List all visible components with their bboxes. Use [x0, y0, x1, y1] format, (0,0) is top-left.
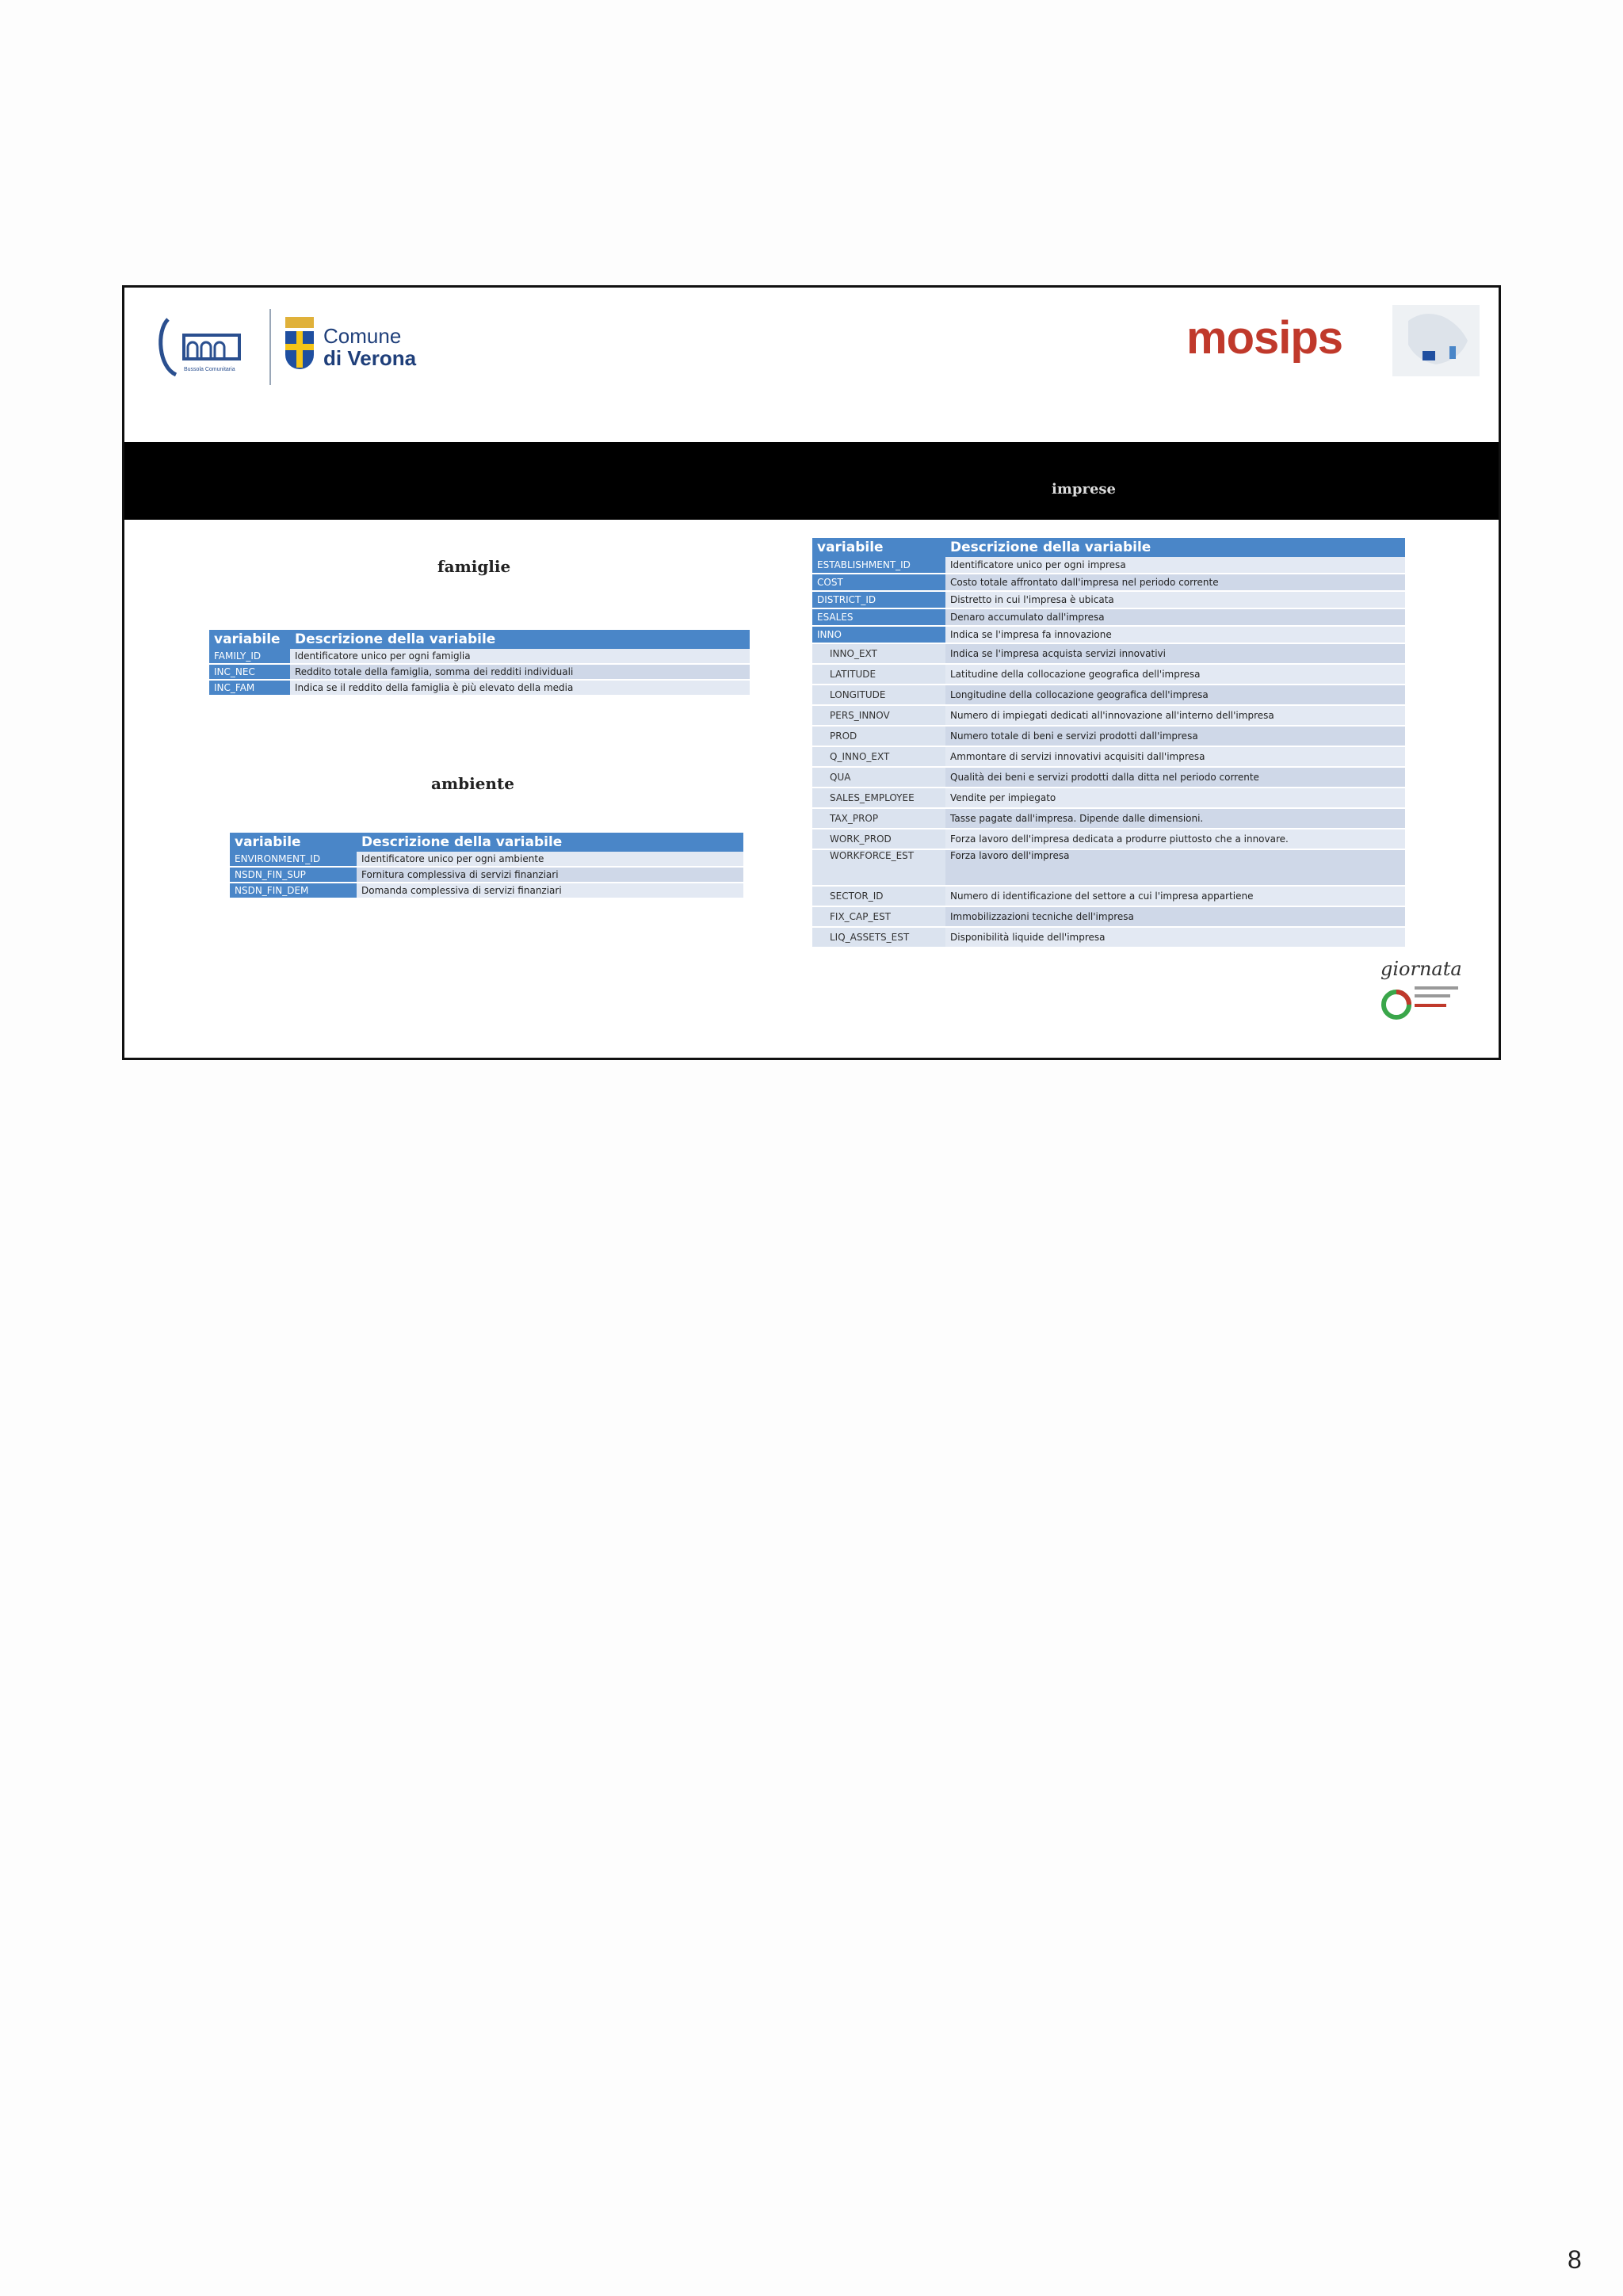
- table-row: [812, 746, 1405, 767]
- comune-verona-logo: [282, 315, 416, 379]
- variable-cell: PROD: [812, 726, 945, 746]
- variable-cell: INC_FAM: [209, 680, 290, 696]
- variable-cell: Q_INNO_EXT: [812, 746, 945, 767]
- band-label: imprese: [1052, 481, 1116, 498]
- slide: [122, 285, 1501, 1060]
- table-row: [812, 808, 1405, 829]
- table-row: [812, 767, 1405, 788]
- variable-cell: FAMILY_ID: [209, 649, 290, 664]
- comune-line1: Comune: [323, 324, 402, 348]
- variable-cell: ESALES: [812, 608, 945, 626]
- description-cell: Tasse pagate dall'impresa. Dipende dalle dimensioni.: [945, 808, 1405, 829]
- europe-map-icon: [1392, 305, 1480, 376]
- table-row: [230, 852, 743, 867]
- arena-logo-icon: [152, 311, 255, 383]
- table-row: [812, 886, 1405, 906]
- description-cell: Domanda complessiva di servizi finanziari: [357, 883, 743, 898]
- table-row: [812, 927, 1405, 948]
- description-cell: Latitudine della collocazione geografica dell'impresa: [945, 664, 1405, 685]
- giornata-statistica-logo-icon: [1377, 953, 1464, 1024]
- description-cell: Costo totale affrontato dall'impresa nel periodo corrente: [945, 574, 1405, 591]
- famiglie-header-variabile: variabile: [209, 630, 290, 649]
- svg-text:Bussola Comunitaria: Bussola Comunitaria: [184, 367, 235, 372]
- variable-cell: NSDN_FIN_DEM: [230, 883, 357, 898]
- table-row: [209, 649, 750, 664]
- variable-cell: SECTOR_ID: [812, 886, 945, 906]
- variable-cell: INC_NEC: [209, 664, 290, 680]
- variable-cell: ENVIRONMENT_ID: [230, 852, 357, 867]
- variable-cell: LIQ_ASSETS_EST: [812, 927, 945, 948]
- description-cell: Forza lavoro dell'impresa: [945, 849, 1405, 886]
- variable-cell: NSDN_FIN_SUP: [230, 867, 357, 883]
- table-row: [812, 664, 1405, 685]
- ambiente-table: [230, 833, 743, 899]
- variable-cell: INNO: [812, 626, 945, 643]
- table-row: [812, 608, 1405, 626]
- description-cell: Forza lavoro dell'impresa dedicata a produrre piuttosto che a innovare.: [945, 829, 1405, 849]
- variable-cell: LATITUDE: [812, 664, 945, 685]
- variable-cell: WORKFORCE_EST: [812, 849, 945, 886]
- description-cell: Indica se l'impresa acquista servizi innovativi: [945, 643, 1405, 664]
- page-number: 8: [1568, 2245, 1582, 2274]
- imprese-table: [812, 538, 1405, 948]
- table-row: [812, 906, 1405, 927]
- variable-cell: LONGITUDE: [812, 685, 945, 705]
- table-row: [812, 705, 1405, 726]
- variable-cell: SALES_EMPLOYEE: [812, 788, 945, 808]
- description-cell: Indica se il reddito della famiglia è più elevato della media: [290, 680, 750, 696]
- description-cell: Qualità dei beni e servizi prodotti dalla ditta nel periodo corrente: [945, 767, 1405, 788]
- famiglie-title: famiglie: [437, 557, 511, 576]
- variable-cell: QUA: [812, 767, 945, 788]
- ambiente-header-descrizione: Descrizione della variabile: [357, 833, 743, 852]
- imprese-header-descrizione: Descrizione della variabile: [945, 538, 1405, 557]
- variable-cell: INNO_EXT: [812, 643, 945, 664]
- variable-cell: DISTRICT_ID: [812, 591, 945, 608]
- variable-cell: WORK_PROD: [812, 829, 945, 849]
- mosips-logo: mosips: [1186, 312, 1343, 364]
- description-cell: Vendite per impiegato: [945, 788, 1405, 808]
- table-row: [812, 626, 1405, 643]
- ambiente-header-variabile: variabile: [230, 833, 357, 852]
- description-cell: Ammontare di servizi innovativi acquisiti dall'impresa: [945, 746, 1405, 767]
- variable-cell: PERS_INNOV: [812, 705, 945, 726]
- table-row: [812, 849, 1405, 886]
- table-row: [812, 829, 1405, 849]
- variable-cell: COST: [812, 574, 945, 591]
- description-cell: Identificatore unico per ogni famiglia: [290, 649, 750, 664]
- description-cell: Immobilizzazioni tecniche dell'impresa: [945, 906, 1405, 927]
- table-row: [812, 557, 1405, 574]
- table-row: [812, 591, 1405, 608]
- variable-cell: TAX_PROP: [812, 808, 945, 829]
- table-row: [230, 867, 743, 883]
- table-row: [812, 685, 1405, 705]
- table-row: [812, 574, 1405, 591]
- table-row: [230, 883, 743, 898]
- variable-cell: ESTABLISHMENT_ID: [812, 557, 945, 574]
- table-row: [812, 726, 1405, 746]
- verona-crest-icon: [282, 315, 317, 379]
- description-cell: Reddito totale della famiglia, somma dei redditi individuali: [290, 664, 750, 680]
- description-cell: Numero di impiegati dedicati all'innovazione all'interno dell'impresa: [945, 705, 1405, 726]
- variable-cell: FIX_CAP_EST: [812, 906, 945, 927]
- description-cell: Numero totale di beni e servizi prodotti dall'impresa: [945, 726, 1405, 746]
- famiglie-table: [209, 630, 750, 696]
- description-cell: Numero di identificazione del settore a cui l'impresa appartiene: [945, 886, 1405, 906]
- description-cell: Identificatore unico per ogni impresa: [945, 557, 1405, 574]
- description-cell: Disponibilità liquide dell'impresa: [945, 927, 1405, 948]
- comune-line2: di Verona: [323, 346, 417, 370]
- logo-divider: [269, 309, 271, 385]
- imprese-header-variabile: variabile: [812, 538, 945, 557]
- table-row: [812, 788, 1405, 808]
- header-logos: [152, 307, 416, 387]
- svg-text:giornata: giornata: [1381, 958, 1462, 980]
- description-cell: Indica se l'impresa fa innovazione: [945, 626, 1405, 643]
- table-row: [209, 680, 750, 696]
- description-cell: Longitudine della collocazione geografica dell'impresa: [945, 685, 1405, 705]
- ambiente-title: ambiente: [431, 774, 514, 793]
- description-cell: Denaro accumulato dall'impresa: [945, 608, 1405, 626]
- description-cell: Fornitura complessiva di servizi finanziari: [357, 867, 743, 883]
- description-cell: Distretto in cui l'impresa è ubicata: [945, 591, 1405, 608]
- description-cell: Identificatore unico per ogni ambiente: [357, 852, 743, 867]
- table-row: [209, 664, 750, 680]
- title-band: [124, 442, 1499, 520]
- famiglie-header-descrizione: Descrizione della variabile: [290, 630, 750, 649]
- table-row: [812, 643, 1405, 664]
